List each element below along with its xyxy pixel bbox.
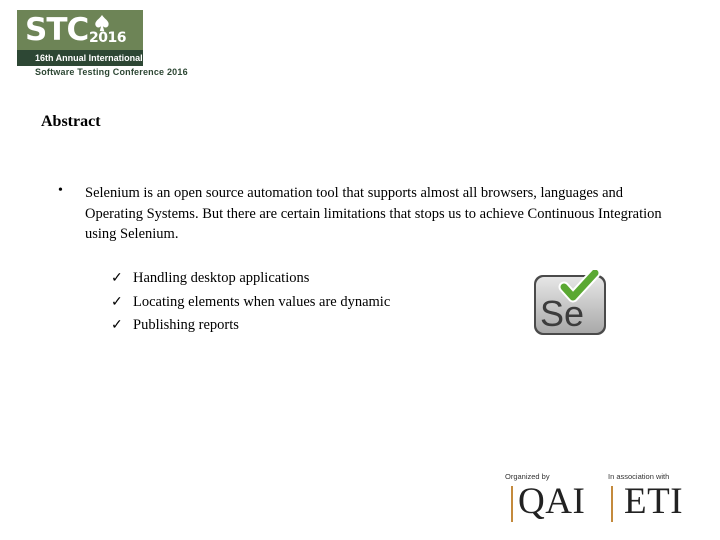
conference-logo-letters: STC xyxy=(25,12,89,48)
divider xyxy=(611,486,613,522)
checkmark-icon: ✓ xyxy=(111,271,123,286)
abstract-text: Selenium is an open source automation tool that supports almost all browsers, languages and Operating Systems. But there are certain limitations that stops us to achieve Continuous Integration using Selenium. xyxy=(85,185,662,242)
eti-logo: ETI xyxy=(624,481,684,522)
selenium-logo xyxy=(531,270,609,338)
checkmark-icon: ✓ xyxy=(111,294,123,310)
conference-edition: 16th Annual International xyxy=(35,53,143,63)
divider xyxy=(511,486,513,522)
list-item xyxy=(111,267,390,291)
conference-logo-year: 2016 xyxy=(89,30,126,46)
conference-logo xyxy=(17,10,143,66)
selenium-logo-letters: Se xyxy=(540,293,585,334)
conference-name: Software Testing Conference 2016 xyxy=(35,67,188,77)
list-item xyxy=(111,291,390,315)
list-item-label: Locating elements when values are dynamic xyxy=(133,293,391,310)
checkmark-icon: ✓ xyxy=(111,318,123,333)
conference-logo-top xyxy=(17,10,143,50)
conference-logo-band xyxy=(17,50,143,66)
list-item-label: Handling desktop applications xyxy=(133,270,310,286)
limitations-list xyxy=(111,267,390,338)
qai-logo: QAI xyxy=(518,481,586,522)
slide-heading: Abstract xyxy=(41,113,101,130)
list-item-label: Publishing reports xyxy=(133,317,239,333)
organized-by-label: Organized by xyxy=(505,472,550,481)
list-item xyxy=(111,314,390,338)
bullet-icon: • xyxy=(58,183,63,198)
association-label: In association with xyxy=(608,472,670,481)
